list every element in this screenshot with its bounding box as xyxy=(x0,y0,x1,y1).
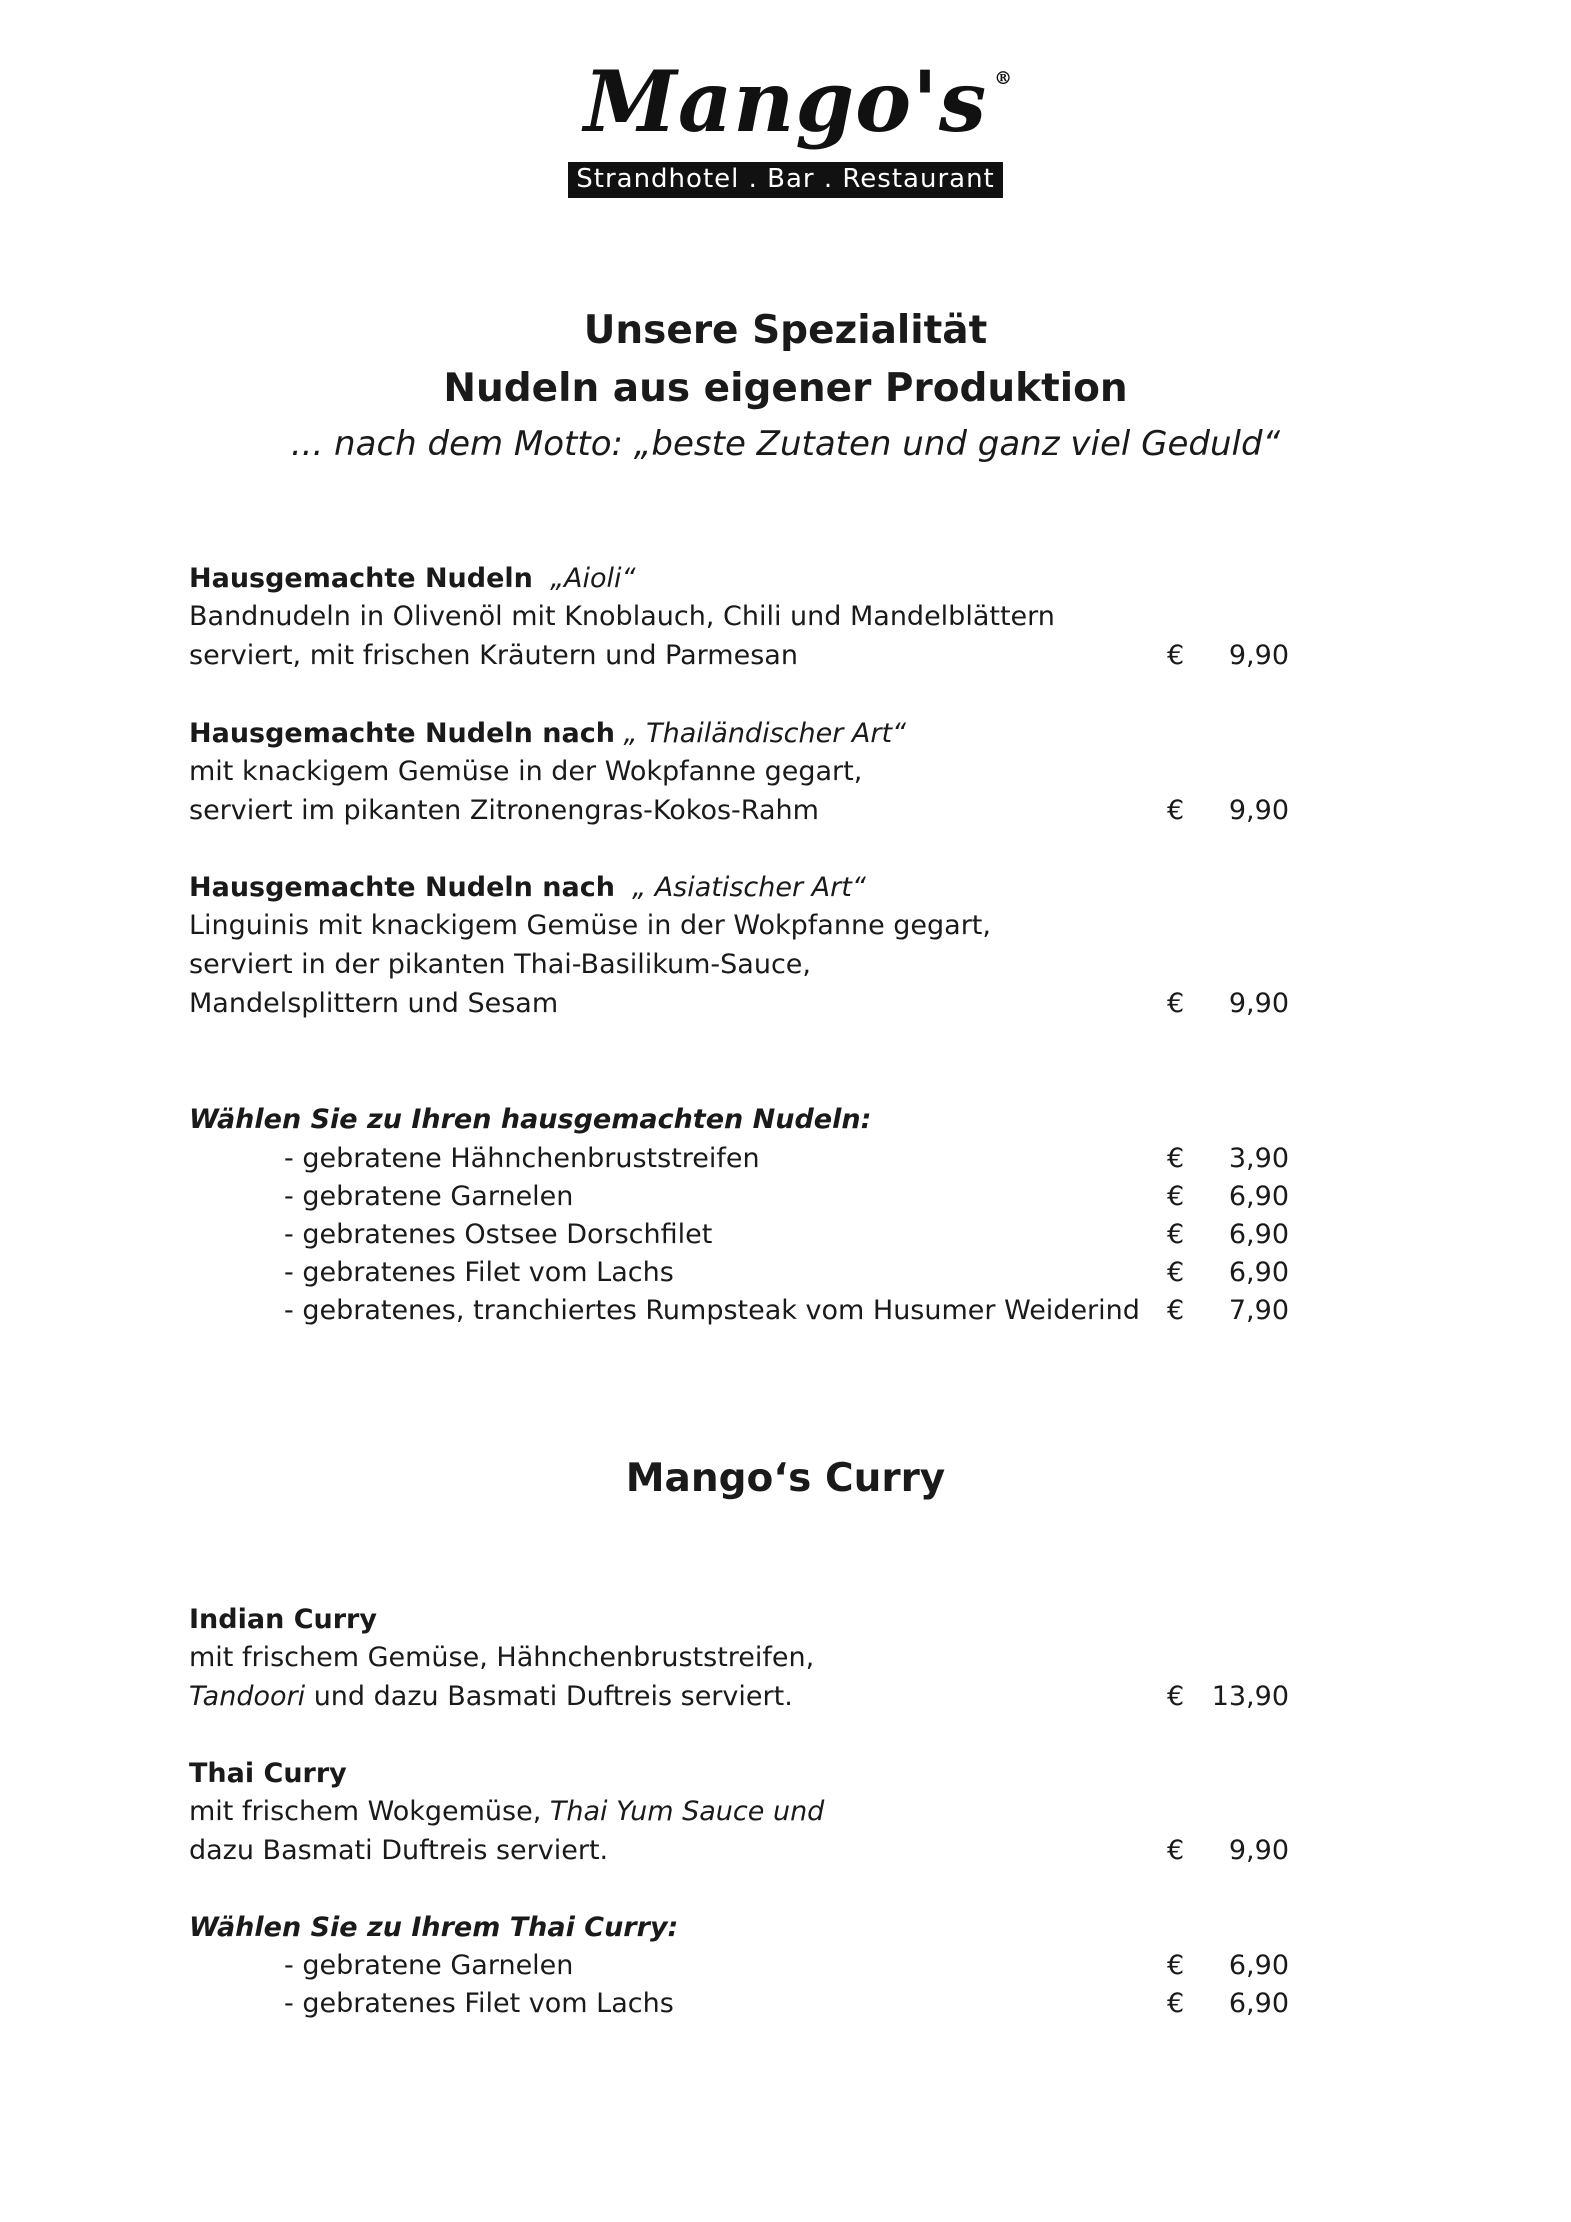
menu-item-description: serviert in der pikanten Thai-Basilikum-Sauce, xyxy=(189,949,811,980)
extras-item: - gebratenes Filet vom Lachs € 6,90 xyxy=(284,1257,1289,1288)
menu-item-aioli-title xyxy=(189,563,1289,599)
item-price: 6,90 xyxy=(1228,1219,1289,1250)
extras-heading: Wählen Sie zu Ihrem Thai Curry: xyxy=(189,1912,679,1943)
menu-item-description: dazu Basmati Duftreis serviert. € 9,90 xyxy=(189,1835,1289,1866)
item-price: 6,90 xyxy=(1228,1181,1289,1212)
menu-item-description: Bandnudeln in Olivenöl mit Knoblauch, Chili und Mandelblättern xyxy=(189,601,1055,632)
currency-symbol: € xyxy=(1167,1835,1185,1866)
currency-symbol: € xyxy=(1167,1181,1185,1212)
section-title-line1: Unsere Spezialität xyxy=(583,308,988,353)
item-style: „ Thailändischer Art“ xyxy=(623,718,907,749)
item-price: 9,90 xyxy=(1228,1835,1289,1866)
item-name: Hausgemachte Nudeln xyxy=(189,563,533,594)
item-price: 6,90 xyxy=(1228,1950,1289,1981)
currency-symbol: € xyxy=(1167,640,1185,671)
menu-item-description: serviert im pikanten Zitronengras-Kokos-Rahm € 9,90 xyxy=(189,795,1289,826)
item-price: 9,90 xyxy=(1228,795,1289,826)
extras-item: - gebratene Garnelen € 6,90 xyxy=(284,1950,1289,1981)
item-name: Hausgemachte Nudeln nach xyxy=(189,718,615,749)
item-price: 13,90 xyxy=(1211,1681,1289,1712)
menu-item-description: Mandelsplittern und Sesam € 9,90 xyxy=(189,988,1289,1019)
brand-name: Mango's ® xyxy=(583,52,1014,151)
menu-item-description: mit frischem Wokgemüse, Thai Yum Sauce und xyxy=(189,1796,825,1827)
section-motto: ... nach dem Motto: „beste Zutaten und ganz viel Geduld“ xyxy=(290,424,1281,464)
section-title-line2: Nudeln aus eigener Produktion xyxy=(443,366,1128,411)
menu-item-thai-title xyxy=(189,718,1289,754)
currency-symbol: € xyxy=(1167,1950,1185,1981)
brand-tagline: Strandhotel . Bar . Restaurant xyxy=(568,162,1003,198)
item-price: 6,90 xyxy=(1228,1988,1289,2019)
extras-item: - gebratenes Ostsee Dorschfilet € 6,90 xyxy=(284,1219,1289,1250)
currency-symbol: € xyxy=(1167,1257,1185,1288)
currency-symbol: € xyxy=(1167,1219,1185,1250)
menu-item-description: serviert, mit frischen Kräutern und Parmesan € 9,90 xyxy=(189,640,1289,671)
currency-symbol: € xyxy=(1167,1988,1185,2019)
currency-symbol: € xyxy=(1167,1143,1185,1174)
brand-logo xyxy=(0,52,1571,198)
extras-item: - gebratene Hähnchenbruststreifen € 3,90 xyxy=(284,1143,1289,1174)
menu-item-thai-curry-title: Thai Curry xyxy=(189,1758,347,1789)
menu-item-indian-curry-title: Indian Curry xyxy=(189,1604,377,1635)
extras-item: - gebratene Garnelen € 6,90 xyxy=(284,1181,1289,1212)
item-style: „Aioli“ xyxy=(550,563,636,594)
menu-item-asia-title xyxy=(189,872,1289,908)
currency-symbol: € xyxy=(1167,1295,1185,1326)
curry-section-title: Mango‘s Curry xyxy=(625,1456,946,1501)
extras-item: - gebratenes Filet vom Lachs € 6,90 xyxy=(284,1988,1289,2019)
item-name: Hausgemachte Nudeln nach xyxy=(189,872,615,903)
menu-item-description: Linguinis mit knackigem Gemüse in der Wokpfanne gegart, xyxy=(189,910,991,941)
item-price: 7,90 xyxy=(1228,1295,1289,1326)
item-price: 6,90 xyxy=(1228,1257,1289,1288)
menu-item-description: mit frischem Gemüse, Hähnchenbruststreifen, xyxy=(189,1642,815,1673)
item-price: 9,90 xyxy=(1228,640,1289,671)
menu-item-description: Tandoori und dazu Basmati Duftreis serviert. € 13,90 xyxy=(189,1681,1289,1712)
item-price: 9,90 xyxy=(1228,988,1289,1019)
registered-mark: ® xyxy=(994,68,1014,89)
currency-symbol: € xyxy=(1167,1681,1185,1712)
extras-heading: Wählen Sie zu Ihren hausgemachten Nudeln: xyxy=(189,1104,872,1135)
menu-item-description: mit knackigem Gemüse in der Wokpfanne gegart, xyxy=(189,756,863,787)
currency-symbol: € xyxy=(1167,988,1185,1019)
currency-symbol: € xyxy=(1167,795,1185,826)
extras-item: - gebratenes, tranchiertes Rumpsteak vom Husumer Weiderind € 7,90 xyxy=(284,1295,1289,1326)
item-style: „ Asiatischer Art“ xyxy=(632,872,866,903)
item-price: 3,90 xyxy=(1228,1143,1289,1174)
